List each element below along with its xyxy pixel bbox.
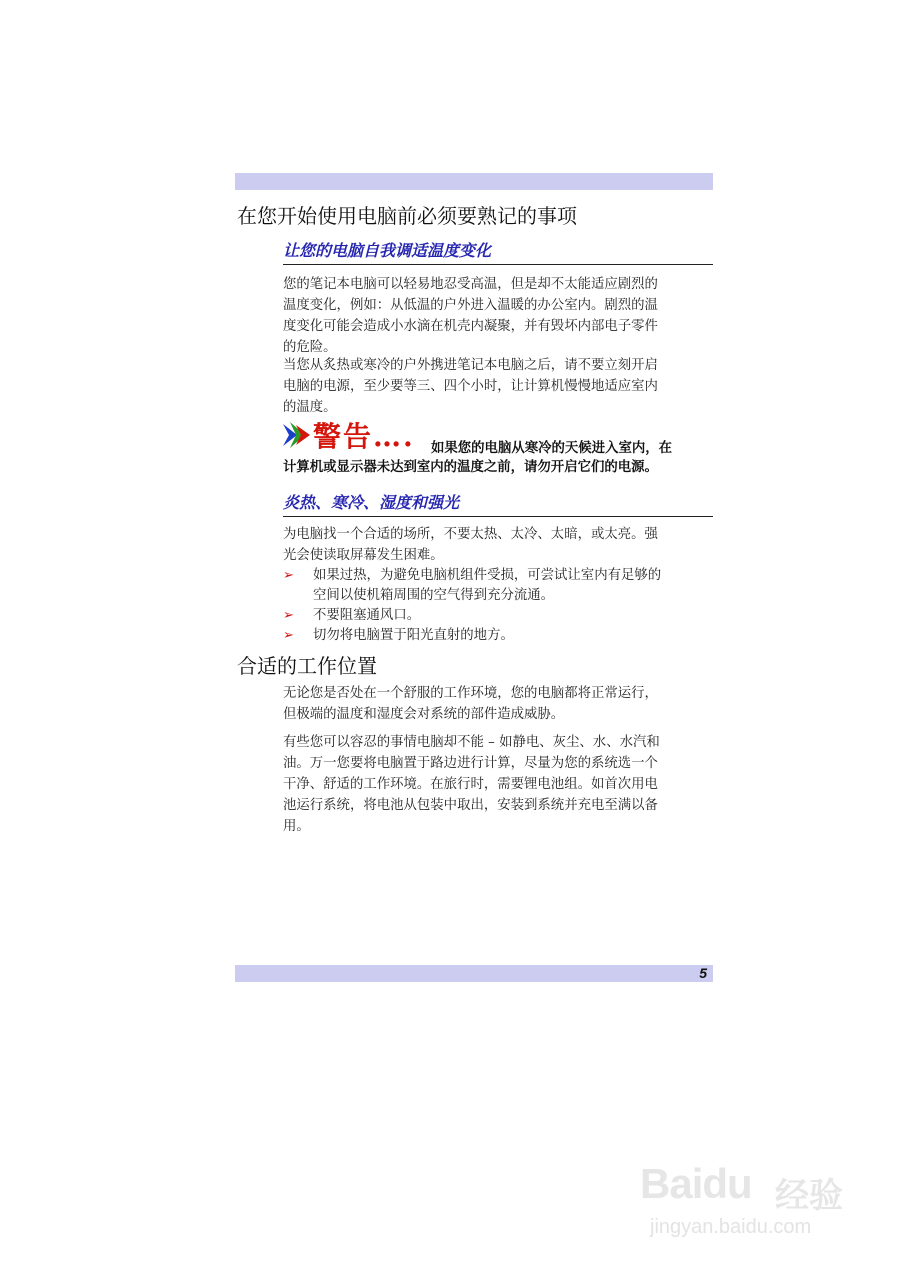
page-number: 5 [699, 965, 707, 981]
list-item [283, 606, 713, 626]
bullet-arrow-icon: ➢ [283, 608, 294, 623]
paragraph-temperature-2 [283, 355, 713, 418]
list-item [283, 566, 713, 606]
text-line: 用。 [283, 819, 310, 834]
text-line: 的温度。 [283, 400, 337, 415]
text-line: 不要阻塞通风口。 [313, 608, 421, 623]
warning-block [283, 419, 713, 459]
text-line: 当您从炙热或寒冷的户外携进笔记本电脑之后，请不要立刻开启 [283, 358, 658, 373]
watermark-url: jingyan.baidu.com [650, 1216, 812, 1238]
text-line: 温度变化，例如：从低温的户外进入温暖的办公室内。剧烈的温 [283, 298, 658, 313]
text-line: 有些您可以容忍的事情电脑却不能 – 如静电、灰尘、水、水汽和 [283, 735, 660, 750]
paragraph-workplace-1 [283, 683, 713, 725]
section-title-workplace: 合适的工作位置 [237, 654, 377, 678]
footer-band [235, 965, 713, 982]
list-item [283, 626, 713, 646]
text-line: 光会使读取屏幕发生困难。 [283, 548, 444, 563]
paragraph-workplace-2 [283, 732, 713, 837]
warning-arrow-icon [283, 422, 311, 448]
watermark-logo: Baidu [640, 1160, 752, 1207]
bullet-arrow-icon: ➢ [283, 628, 294, 643]
subheading-environment: 炎热、寒冷、湿度和强光 [283, 490, 713, 517]
text-line: 的危险。 [283, 340, 337, 355]
bullet-arrow-icon: ➢ [283, 568, 294, 583]
watermark-text: 经验 [775, 1176, 843, 1216]
text-line: 电脑的电源，至少要等三、四个小时，让计算机慢慢地适应室内 [283, 379, 658, 394]
text-line: 切勿将电脑置于阳光直射的地方。 [313, 628, 514, 643]
text-line: 您的笔记本电脑可以轻易地忍受高温，但是却不太能适应剧烈的 [283, 277, 658, 292]
paragraph-environment [283, 524, 713, 566]
warning-text-line-2: 计算机或显示器未达到室内的温度之前，请勿开启它们的电源。 [283, 460, 658, 475]
header-band [235, 173, 713, 190]
text-line: 空间以使机箱周围的空气得到充分流通。 [313, 588, 555, 603]
text-line: 油。万一您要将电脑置于路边进行计算，尽量为您的系统选一个 [283, 756, 658, 771]
warning-text-line-1: 如果您的电脑从寒冷的天候进入室内，在 [431, 441, 673, 456]
text-line: 池运行系统，将电池从包装中取出，安装到系统并充电至满以备 [283, 798, 658, 813]
watermark [640, 1140, 880, 1250]
warning-label: 警告…. [313, 420, 415, 453]
text-line: 干净、舒适的工作环境。在旅行时，需要锂电池组。如首次用电 [283, 777, 658, 792]
text-line: 为电脑找一个合适的场所，不要太热、太冷、太暗，或太亮。强 [283, 527, 658, 542]
subheading-temperature: 让您的电脑自我调适温度变化 [283, 238, 713, 265]
text-line: 度变化可能会造成小水滴在机壳内凝聚，并有毁坏内部电子零件 [283, 319, 658, 334]
paragraph-temperature-1 [283, 274, 713, 358]
text-line: 但极端的温度和湿度会对系统的部件造成威胁。 [283, 707, 565, 722]
text-line: 如果过热，为避免电脑机组件受损，可尝试让室内有足够的 [313, 568, 662, 583]
text-line: 无论您是否处在一个舒服的工作环境，您的电脑都将正常运行， [283, 686, 658, 701]
section-title-precautions: 在您开始使用电脑前必须要熟记的事项 [237, 204, 577, 228]
